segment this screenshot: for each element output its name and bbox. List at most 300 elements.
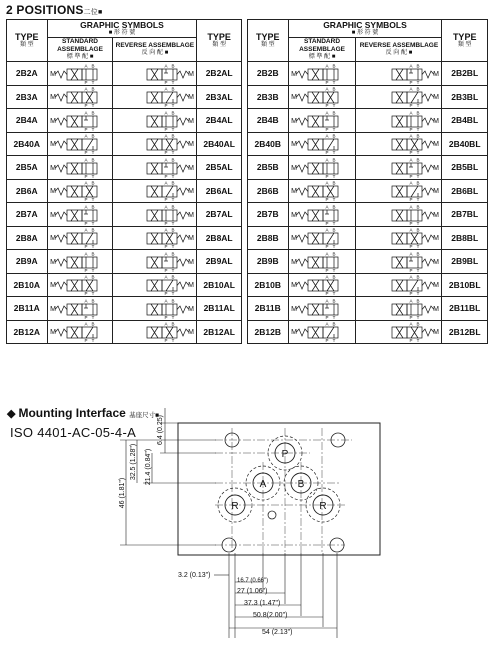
svg-text:B: B [416, 110, 420, 116]
mounting-title-cjk: 基座尺寸■ [129, 412, 160, 419]
svg-text:A: A [164, 86, 168, 92]
svg-text:M: M [50, 164, 56, 172]
type-code: 2B9B [248, 250, 289, 274]
svg-text:B: B [416, 321, 420, 327]
svg-text:A: A [325, 298, 329, 304]
type-code: 2B6A [7, 179, 48, 203]
mounting-title-text: Mounting Interface [18, 406, 126, 420]
type-code: 2B3B [248, 85, 289, 109]
svg-text:T: T [332, 220, 336, 225]
svg-text:B: B [332, 251, 336, 257]
port-label-b: B [297, 479, 305, 490]
svg-text:A: A [84, 86, 88, 92]
svg-text:T: T [171, 150, 175, 155]
svg-text:A: A [164, 63, 168, 69]
svg-text:A: A [84, 274, 88, 280]
svg-text:T: T [416, 338, 420, 343]
svg-text:P: P [84, 291, 88, 296]
type-code: 2B3A [7, 85, 48, 109]
svg-text:T: T [171, 103, 175, 108]
svg-text:P: P [164, 338, 168, 343]
svg-text:A: A [325, 251, 329, 257]
svg-text:T: T [416, 173, 420, 178]
svg-text:B: B [416, 274, 420, 280]
svg-text:B: B [416, 133, 420, 139]
svg-text:P: P [409, 173, 413, 178]
svg-text:A: A [84, 204, 88, 210]
dim-v4: 46 (1.81") [119, 477, 126, 509]
graphic-symbols-cjk: ■ 形 符 號 [351, 30, 379, 36]
svg-text:M: M [50, 117, 56, 125]
svg-text:M: M [433, 329, 439, 337]
svg-text:A: A [325, 180, 329, 186]
svg-text:B: B [171, 204, 175, 210]
svg-text:B: B [91, 251, 95, 257]
svg-text:P: P [325, 244, 329, 249]
iso-standard: ISO 4401-AC-05-4-A [10, 425, 137, 440]
svg-text:P: P [164, 173, 168, 178]
reverse-cjk: 反 向 配 ■ [141, 50, 169, 56]
svg-text:B: B [171, 321, 175, 327]
svg-text:T: T [332, 314, 336, 319]
svg-text:T: T [332, 126, 336, 131]
type-code: 2B7A [7, 203, 48, 227]
svg-text:M: M [50, 282, 56, 290]
svg-text:T: T [332, 103, 336, 108]
svg-text:P: P [84, 103, 88, 108]
svg-text:T: T [332, 173, 336, 178]
horizontal-dimensions [214, 553, 337, 638]
svg-text:T: T [91, 338, 95, 343]
svg-text:T: T [332, 338, 336, 343]
svg-text:P: P [409, 314, 413, 319]
svg-text:M: M [187, 211, 194, 219]
svg-text:T: T [91, 291, 95, 296]
type-code: 2B10A [7, 273, 48, 297]
dim-h2: 16.7 (0.66") [237, 578, 269, 584]
type-code: 2B6B [248, 179, 289, 203]
svg-text:M: M [187, 235, 194, 243]
svg-text:T: T [91, 197, 95, 202]
svg-text:B: B [332, 298, 336, 304]
svg-text:A: A [409, 133, 413, 139]
reverse-type-code: 2B40AL [197, 132, 242, 156]
svg-text:B: B [171, 110, 175, 116]
svg-text:T: T [416, 267, 420, 272]
svg-text:A: A [84, 110, 88, 116]
type-code: 2B12A [7, 320, 48, 344]
section-title-text: 2 POSITIONS [6, 3, 84, 17]
type-code: 2B11B [248, 297, 289, 321]
svg-text:T: T [416, 291, 420, 296]
svg-text:B: B [171, 227, 175, 233]
svg-text:T: T [171, 220, 175, 225]
svg-text:B: B [332, 321, 336, 327]
svg-text:M: M [187, 70, 194, 78]
svg-text:B: B [91, 86, 95, 92]
reverse-type-code: 2B6AL [197, 179, 242, 203]
svg-text:P: P [325, 220, 329, 225]
svg-text:T: T [91, 126, 95, 131]
standard-cjk: 標 準 配 ■ [308, 54, 336, 60]
svg-text:A: A [84, 133, 88, 139]
svg-text:M: M [187, 141, 194, 149]
port-label-r: R [231, 501, 239, 512]
svg-text:P: P [164, 103, 168, 108]
svg-text:B: B [171, 298, 175, 304]
reverse-type-code: 2B8BL [442, 226, 488, 250]
type-code: 2B5A [7, 156, 48, 180]
svg-text:B: B [332, 133, 336, 139]
reverse-type-code: 2B4AL [197, 109, 242, 133]
svg-text:P: P [164, 197, 168, 202]
svg-text:P: P [325, 338, 329, 343]
svg-text:P: P [164, 244, 168, 249]
reverse-type-code: 2B12BL [442, 320, 488, 344]
svg-text:A: A [325, 63, 329, 69]
svg-text:A: A [409, 251, 413, 257]
svg-text:M: M [291, 329, 297, 337]
svg-text:M: M [291, 117, 297, 125]
reverse-type-code: 2B9AL [197, 250, 242, 274]
svg-text:T: T [171, 314, 175, 319]
dim-v1: 6.4 (0.25) [157, 415, 164, 445]
svg-text:A: A [164, 133, 168, 139]
type-code: 2B5B [248, 156, 289, 180]
type-code: 2B10B [248, 273, 289, 297]
svg-text:P: P [84, 197, 88, 202]
port-label-a: A [259, 479, 267, 490]
svg-text:A: A [325, 133, 329, 139]
svg-text:M: M [50, 258, 56, 266]
svg-text:A: A [84, 180, 88, 186]
svg-text:M: M [433, 164, 439, 172]
diamond-icon: ◆ [7, 408, 16, 420]
svg-text:B: B [91, 157, 95, 163]
svg-text:B: B [416, 157, 420, 163]
dim-v3: 32.5 (1.28") [130, 443, 137, 481]
svg-text:B: B [171, 63, 175, 69]
svg-text:M: M [291, 282, 297, 290]
svg-text:T: T [416, 197, 420, 202]
svg-text:B: B [416, 204, 420, 210]
standard-label: STANDARD ASSEMBLAGE [57, 38, 103, 53]
svg-text:A: A [409, 180, 413, 186]
type-header-label: TYPE [256, 32, 280, 42]
svg-text:P: P [409, 338, 413, 343]
svg-text:M: M [433, 282, 439, 290]
svg-text:T: T [171, 197, 175, 202]
svg-text:T: T [91, 314, 95, 319]
svg-text:T: T [416, 126, 420, 131]
svg-text:M: M [187, 188, 194, 196]
svg-text:B: B [332, 157, 336, 163]
svg-text:B: B [91, 180, 95, 186]
svg-text:B: B [332, 63, 336, 69]
reverse-label: REVERSE ASSEMBLAGE [359, 42, 439, 49]
svg-text:M: M [433, 141, 439, 149]
type-code: 2B9A [7, 250, 48, 274]
svg-text:P: P [84, 314, 88, 319]
type-code: 2B4B [248, 109, 289, 133]
reverse-cjk: 反 向 配 ■ [385, 50, 413, 56]
svg-text:T: T [171, 173, 175, 178]
svg-text:A: A [84, 298, 88, 304]
svg-text:M: M [187, 329, 194, 337]
svg-text:M: M [187, 305, 194, 313]
reverse-type-code: 2B3AL [197, 85, 242, 109]
svg-text:P: P [325, 150, 329, 155]
type-header-label: TYPE [15, 32, 39, 42]
svg-text:M: M [433, 235, 439, 243]
svg-text:T: T [171, 244, 175, 249]
dim-h5: 50.8(2.00") [253, 612, 288, 619]
svg-text:B: B [416, 86, 420, 92]
svg-text:M: M [291, 141, 297, 149]
svg-text:P: P [84, 126, 88, 131]
svg-text:P: P [325, 314, 329, 319]
svg-text:B: B [91, 133, 95, 139]
svg-text:P: P [409, 126, 413, 131]
reverse-type-code: 2B11AL [197, 297, 242, 321]
svg-text:A: A [325, 86, 329, 92]
svg-text:M: M [433, 211, 439, 219]
svg-text:B: B [91, 110, 95, 116]
reverse-type-code: 2B3BL [442, 85, 488, 109]
svg-text:T: T [91, 244, 95, 249]
svg-text:B: B [416, 227, 420, 233]
svg-text:P: P [409, 150, 413, 155]
svg-text:M: M [187, 258, 194, 266]
svg-text:A: A [84, 63, 88, 69]
svg-text:P: P [164, 220, 168, 225]
svg-text:B: B [416, 180, 420, 186]
svg-text:B: B [91, 63, 95, 69]
svg-text:A: A [164, 251, 168, 257]
dim-h1: 3.2 (0.13") [178, 572, 211, 579]
port-label-p: P [281, 449, 289, 460]
dim-v2: 21.4 (0.84") [145, 448, 152, 486]
svg-text:M: M [291, 94, 297, 102]
svg-text:M: M [433, 188, 439, 196]
svg-text:M: M [433, 70, 439, 78]
graphic-symbols-label: GRAPHIC SYMBOLS [80, 20, 164, 30]
svg-text:B: B [416, 298, 420, 304]
svg-text:T: T [91, 267, 95, 272]
svg-text:B: B [171, 274, 175, 280]
svg-text:T: T [91, 79, 95, 84]
svg-text:M: M [291, 305, 297, 313]
svg-text:A: A [84, 157, 88, 163]
svg-text:A: A [164, 110, 168, 116]
svg-text:M: M [291, 211, 297, 219]
svg-text:M: M [187, 117, 194, 125]
svg-text:B: B [171, 133, 175, 139]
reverse-type-code: 2B4BL [442, 109, 488, 133]
svg-text:P: P [409, 244, 413, 249]
svg-text:P: P [325, 79, 329, 84]
svg-text:M: M [291, 188, 297, 196]
svg-text:P: P [84, 173, 88, 178]
svg-text:T: T [91, 103, 95, 108]
svg-text:T: T [171, 291, 175, 296]
type-header-label: TYPE [207, 32, 231, 42]
svg-text:B: B [171, 251, 175, 257]
svg-text:A: A [409, 63, 413, 69]
svg-text:B: B [91, 321, 95, 327]
dim-h3: 27 (1.06") [237, 588, 268, 595]
port-label-r: R [319, 501, 327, 512]
svg-text:M: M [291, 235, 297, 243]
reverse-type-code: 2B8AL [197, 226, 242, 250]
svg-text:T: T [416, 103, 420, 108]
svg-text:M: M [187, 282, 194, 290]
svg-text:A: A [325, 204, 329, 210]
reverse-type-code: 2B2AL [197, 62, 242, 86]
svg-text:T: T [171, 338, 175, 343]
reverse-type-code: 2B10AL [197, 273, 242, 297]
dim-h4: 37.3 (1.47") [244, 600, 281, 607]
svg-text:A: A [325, 110, 329, 116]
svg-text:P: P [84, 338, 88, 343]
type-code: 2B40B [248, 132, 289, 156]
svg-text:A: A [409, 298, 413, 304]
svg-text:A: A [409, 157, 413, 163]
svg-text:M: M [50, 141, 56, 149]
svg-text:A: A [325, 321, 329, 327]
svg-text:A: A [409, 274, 413, 280]
reverse-type-code: 2B10BL [442, 273, 488, 297]
svg-text:B: B [91, 298, 95, 304]
svg-text:A: A [164, 274, 168, 280]
svg-text:P: P [409, 220, 413, 225]
svg-text:P: P [409, 291, 413, 296]
center-lines [215, 428, 352, 553]
svg-text:P: P [325, 267, 329, 272]
svg-text:T: T [91, 220, 95, 225]
svg-text:T: T [416, 79, 420, 84]
type-header-cjk: 類 型 [212, 42, 226, 48]
svg-text:P: P [409, 79, 413, 84]
type-header-cjk: 類 型 [19, 42, 34, 48]
type-code: 2B12B [248, 320, 289, 344]
svg-text:M: M [50, 188, 56, 196]
svg-text:B: B [332, 204, 336, 210]
svg-text:B: B [91, 204, 95, 210]
svg-text:P: P [409, 267, 413, 272]
svg-text:A: A [409, 227, 413, 233]
svg-text:P: P [325, 291, 329, 296]
reverse-type-code: 2B7BL [442, 203, 488, 227]
svg-text:P: P [164, 291, 168, 296]
svg-text:B: B [91, 274, 95, 280]
svg-text:M: M [291, 258, 297, 266]
svg-text:P: P [164, 150, 168, 155]
svg-text:M: M [50, 70, 56, 78]
svg-text:M: M [50, 305, 56, 313]
svg-text:A: A [409, 86, 413, 92]
reverse-type-code: 2B11BL [442, 297, 488, 321]
svg-text:T: T [416, 314, 420, 319]
svg-text:P: P [164, 267, 168, 272]
svg-text:B: B [171, 180, 175, 186]
svg-text:T: T [171, 267, 175, 272]
type-code: 2B7B [248, 203, 289, 227]
standard-label: STANDARD ASSEMBLAGE [299, 38, 345, 53]
svg-text:A: A [84, 227, 88, 233]
reverse-type-code: 2B5AL [197, 156, 242, 180]
svg-text:T: T [91, 150, 95, 155]
svg-text:A: A [164, 227, 168, 233]
svg-text:P: P [84, 267, 88, 272]
svg-text:P: P [409, 103, 413, 108]
svg-text:P: P [409, 197, 413, 202]
svg-text:M: M [187, 94, 194, 102]
reverse-type-code: 2B2BL [442, 62, 488, 86]
svg-text:P: P [164, 126, 168, 131]
svg-text:T: T [416, 220, 420, 225]
type-code: 2B2B [248, 62, 289, 86]
svg-text:B: B [332, 86, 336, 92]
graphic-symbols-cjk: ■ 形 符 號 [108, 30, 136, 36]
locating-pin [268, 511, 276, 519]
svg-text:P: P [164, 79, 168, 84]
svg-text:A: A [325, 157, 329, 163]
svg-text:P: P [325, 103, 329, 108]
svg-text:B: B [332, 227, 336, 233]
svg-text:M: M [50, 235, 56, 243]
svg-text:M: M [50, 211, 56, 219]
svg-text:B: B [332, 180, 336, 186]
svg-text:M: M [433, 305, 439, 313]
svg-text:T: T [171, 126, 175, 131]
svg-text:A: A [84, 321, 88, 327]
svg-text:P: P [84, 220, 88, 225]
svg-text:T: T [91, 173, 95, 178]
reverse-type-code: 2B40BL [442, 132, 488, 156]
svg-text:B: B [416, 63, 420, 69]
type-header-label: TYPE [452, 32, 477, 42]
svg-text:A: A [325, 227, 329, 233]
reverse-type-code: 2B12AL [197, 320, 242, 344]
dim-h6: 54 (2.13") [262, 629, 293, 636]
svg-text:T: T [332, 150, 336, 155]
svg-text:M: M [291, 164, 297, 172]
svg-text:P: P [84, 244, 88, 249]
svg-text:T: T [332, 79, 336, 84]
svg-text:B: B [332, 274, 336, 280]
svg-text:B: B [171, 157, 175, 163]
svg-text:M: M [291, 70, 297, 78]
svg-text:M: M [433, 258, 439, 266]
reverse-label: REVERSE ASSEMBLAGE [115, 42, 195, 49]
svg-text:P: P [84, 150, 88, 155]
svg-text:B: B [332, 110, 336, 116]
type-header-cjk: 類 型 [457, 42, 472, 48]
svg-text:P: P [325, 197, 329, 202]
svg-text:A: A [164, 204, 168, 210]
svg-text:T: T [416, 150, 420, 155]
reverse-type-code: 2B9BL [442, 250, 488, 274]
svg-text:B: B [171, 86, 175, 92]
svg-text:P: P [325, 126, 329, 131]
svg-text:P: P [84, 79, 88, 84]
type-code: 2B40A [7, 132, 48, 156]
svg-text:T: T [332, 197, 336, 202]
svg-text:M: M [50, 329, 56, 337]
reverse-type-code: 2B5BL [442, 156, 488, 180]
svg-text:P: P [325, 173, 329, 178]
